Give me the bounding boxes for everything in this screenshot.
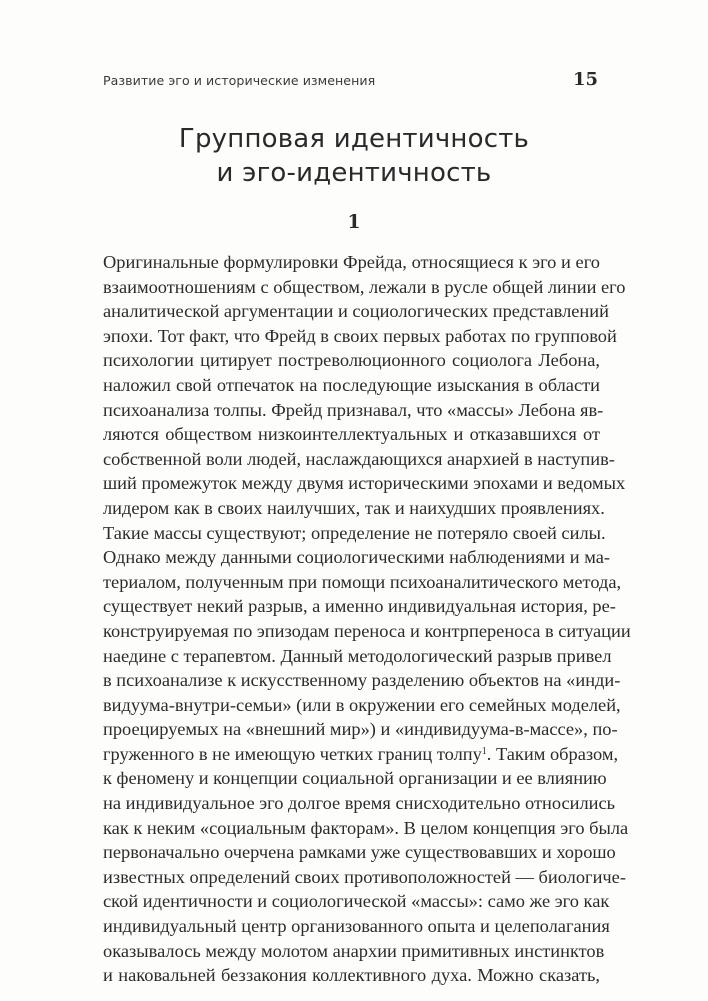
chapter-title-line: Групповая идентичность [178,124,530,154]
text-line: териалом, полученным при помощи психоаналитического метода, [103,571,622,592]
text-line: и наковальней беззакония коллективного духа. Можно сказать, [103,965,600,986]
text-line: ляются обществом низкоинтеллектуальных и отказавшихся от [103,424,600,445]
chapter-title-line: и эго-идентичность [216,158,492,188]
text-segment: груженного в не имеющую четких границ толпу [103,743,482,764]
text-line: лидером как в своих наилучших, так и наихудших проявлениях. [103,497,605,518]
text-line: проецируемых на «внешний мир») и «индивидуума-в-массе», по- [103,719,618,740]
text-line: психоанализа толпы. Фрейд признавал, что «массы» Лебона яв- [103,399,604,420]
text-line: к феномену и концепции социальной организации и ее влиянию [103,768,607,789]
text-line: первоначально очерчена рамками уже существовавших и хорошо [103,842,616,863]
section-number: 1 [347,211,361,233]
text-line: эпохи. Тот факт, что Фрейд в своих первых работах по групповой [103,325,617,346]
text-line: в психоанализе к искусственному разделению объектов на «инди- [103,670,621,691]
text-line-with-footnote [103,742,619,767]
text-line: существует некий разрыв, а именно индивидуальная история, ре- [103,596,616,617]
text-line: оказывалось между молотом анархии примитивных инстинктов [103,940,605,961]
text-line: психологии цитирует постреволюционного социолога Лебона, [103,350,600,371]
text-line: аналитической аргументации и социологических представлений [103,301,609,322]
running-header-title: Развитие эго и исторические изменения [103,73,376,88]
text-line: конструируемая по эпизодам переноса и контрпереноса в ситуации [103,620,631,641]
text-line: ской идентичности и социологической «массы»: само же эго как [103,891,610,912]
text-line: взаимоотношениям с обществом, лежали в русле общей линии его [103,276,626,297]
text-line: наложил свой отпечаток на последующие изыскания в области [103,374,600,395]
page-number: 15 [572,69,598,90]
text-line: ший промежуток между двумя историческими эпохами и ведомых [103,473,626,494]
running-header [103,70,600,94]
text-line: Оригинальные формулировки Фрейда, относящиеся к эго и его [103,252,600,272]
text-line: Однако между данными социологическими наблюдениями и ма- [103,547,610,568]
chapter-title [0,122,708,190]
text-line: видуума-внутри-семьи» (или в окружении его семейных моделей, [103,694,621,715]
text-segment: . Таким образом, [486,743,619,764]
text-line: как к неким «социальным факторам». В целом концепция эго была [103,817,629,838]
body-paragraph [103,250,631,988]
text-line: Такие массы существуют; определение не потеряло своей силы. [103,522,606,543]
text-line: индивидуальный центр организованного опыта и целеполагания [103,916,610,937]
text-line: собственной воли людей, наслаждающихся анархией в наступив- [103,448,615,469]
text-line: на индивидуальное эго долгое время снисходительно относились [103,793,616,814]
footnote-reference[interactable]: 1 [481,745,487,757]
text-line: известных определений своих противоположностей — биологиче- [103,866,626,887]
text-line: наедине с терапевтом. Данный методологический разрыв привел [103,645,612,666]
